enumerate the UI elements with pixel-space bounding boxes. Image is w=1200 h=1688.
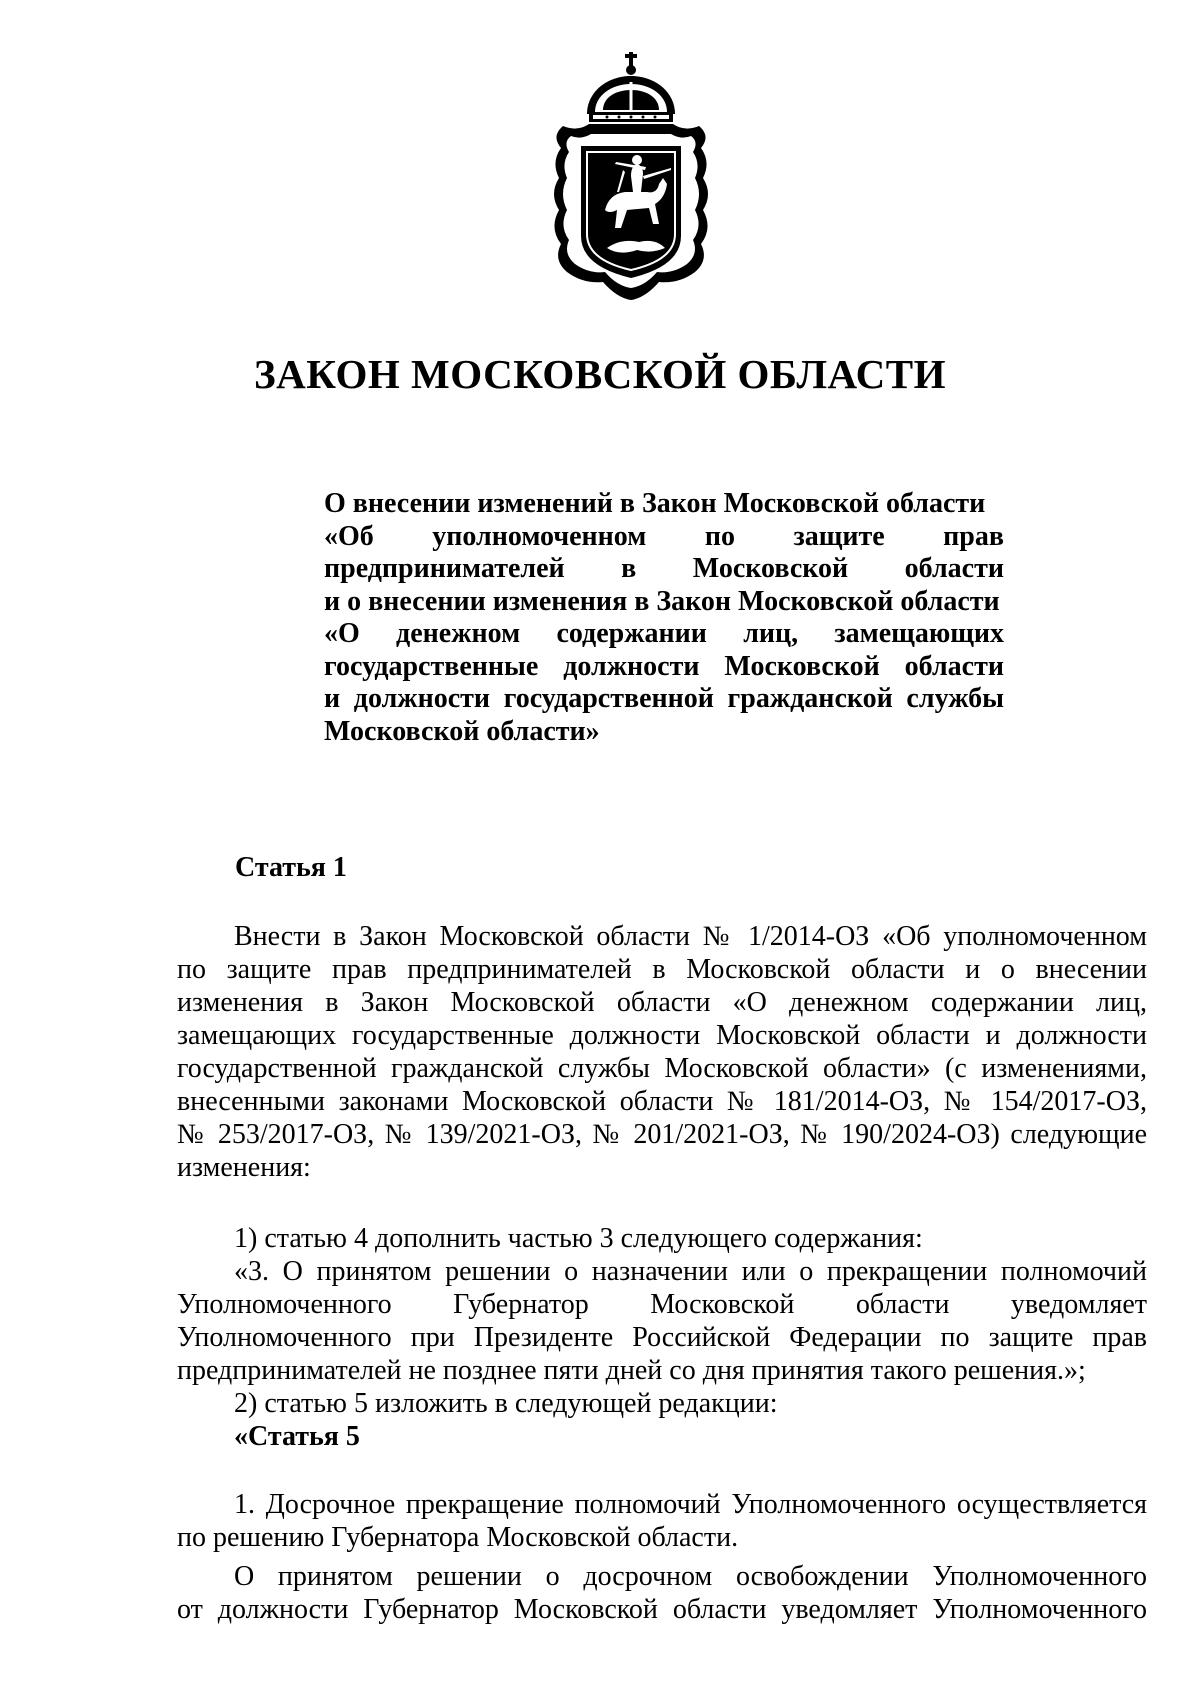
item-line: «3. О принятом решении о назначении или о прекращении полномочий [234,1256,1147,1287]
para-line: О принятом решении о досрочном освобождении Уполномоченного [234,1561,1147,1592]
subject-line: государственные должности Московской области [324,650,1004,682]
article-5-paragraph-2 [177,1560,1147,1626]
subject-line: и о внесении изменения в Закон Московской области [324,585,1000,617]
body-line: государственной гражданской службы Московской области» (с изменениями, [177,1053,1147,1084]
item-line: 1) статью 4 дополнить частью 3 следующего содержания: [234,1223,923,1254]
body-line: № 253/2017-ОЗ, № 139/2021-ОЗ, № 201/2021-ОЗ, № 190/2024-ОЗ) следующие [177,1119,1147,1150]
subject-line: и должности государственной гражданской службы [324,683,1004,714]
para-line: от должности Губернатор Московской области уведомляет Уполномоченного [177,1594,1147,1625]
subject-line: «Об уполномоченном по защите прав [324,520,1004,552]
para-line: 1. Досрочное прекращение полномочий Уполномоченного осуществляется [234,1489,1147,1520]
item-line: предпринимателей не позднее пяти дней со дня принятия такого решения.»; [177,1355,1086,1386]
body-line: изменения: [177,1152,311,1183]
article-5-paragraph-1 [177,1488,1147,1554]
para-line: по решению Губернатора Московской области. [177,1522,739,1553]
coat-of-arms-emblem [547,52,715,302]
body-line: изменения в Закон Московской области «О денежном содержании лиц, [177,987,1147,1018]
body-line: замещающих государственные должности Московской области и должности [177,1020,1147,1051]
subject-line: Московской области» [324,715,600,747]
item-line: Уполномоченного при Президенте Российской Федерации по защите прав [177,1322,1147,1353]
law-title: ЗАКОН МОСКОВСКОЙ ОБЛАСТИ [254,351,946,397]
body-line: Внести в Закон Московской области № 1/2014-ОЗ «Об уполномоченном [234,921,1147,952]
subject-line: предпринимателей в Московской области [324,553,1004,584]
body-line: по защите прав предпринимателей в Московской области и о внесении [177,954,1147,985]
quoted-article-5-heading: «Статья 5 [234,1421,360,1452]
subject-line: О внесении изменений в Закон Московской области [324,488,986,519]
article-1-intro [177,920,1147,1184]
item-line: 2) статью 5 изложить в следующей редакции: [234,1388,778,1419]
crown-icon [587,52,675,122]
item-line: Уполномоченного Губернатор Московской области уведомляет [177,1289,1147,1320]
law-subject [324,488,1004,748]
body-line: внесенными законами Московской области № 181/2014-ОЗ, № 154/2017-ОЗ, [177,1086,1147,1117]
article-1-items [177,1222,1147,1453]
subject-line: «О денежном содержании лиц, замещающих [324,618,1004,649]
article-1-heading: Статья 1 [235,852,347,883]
